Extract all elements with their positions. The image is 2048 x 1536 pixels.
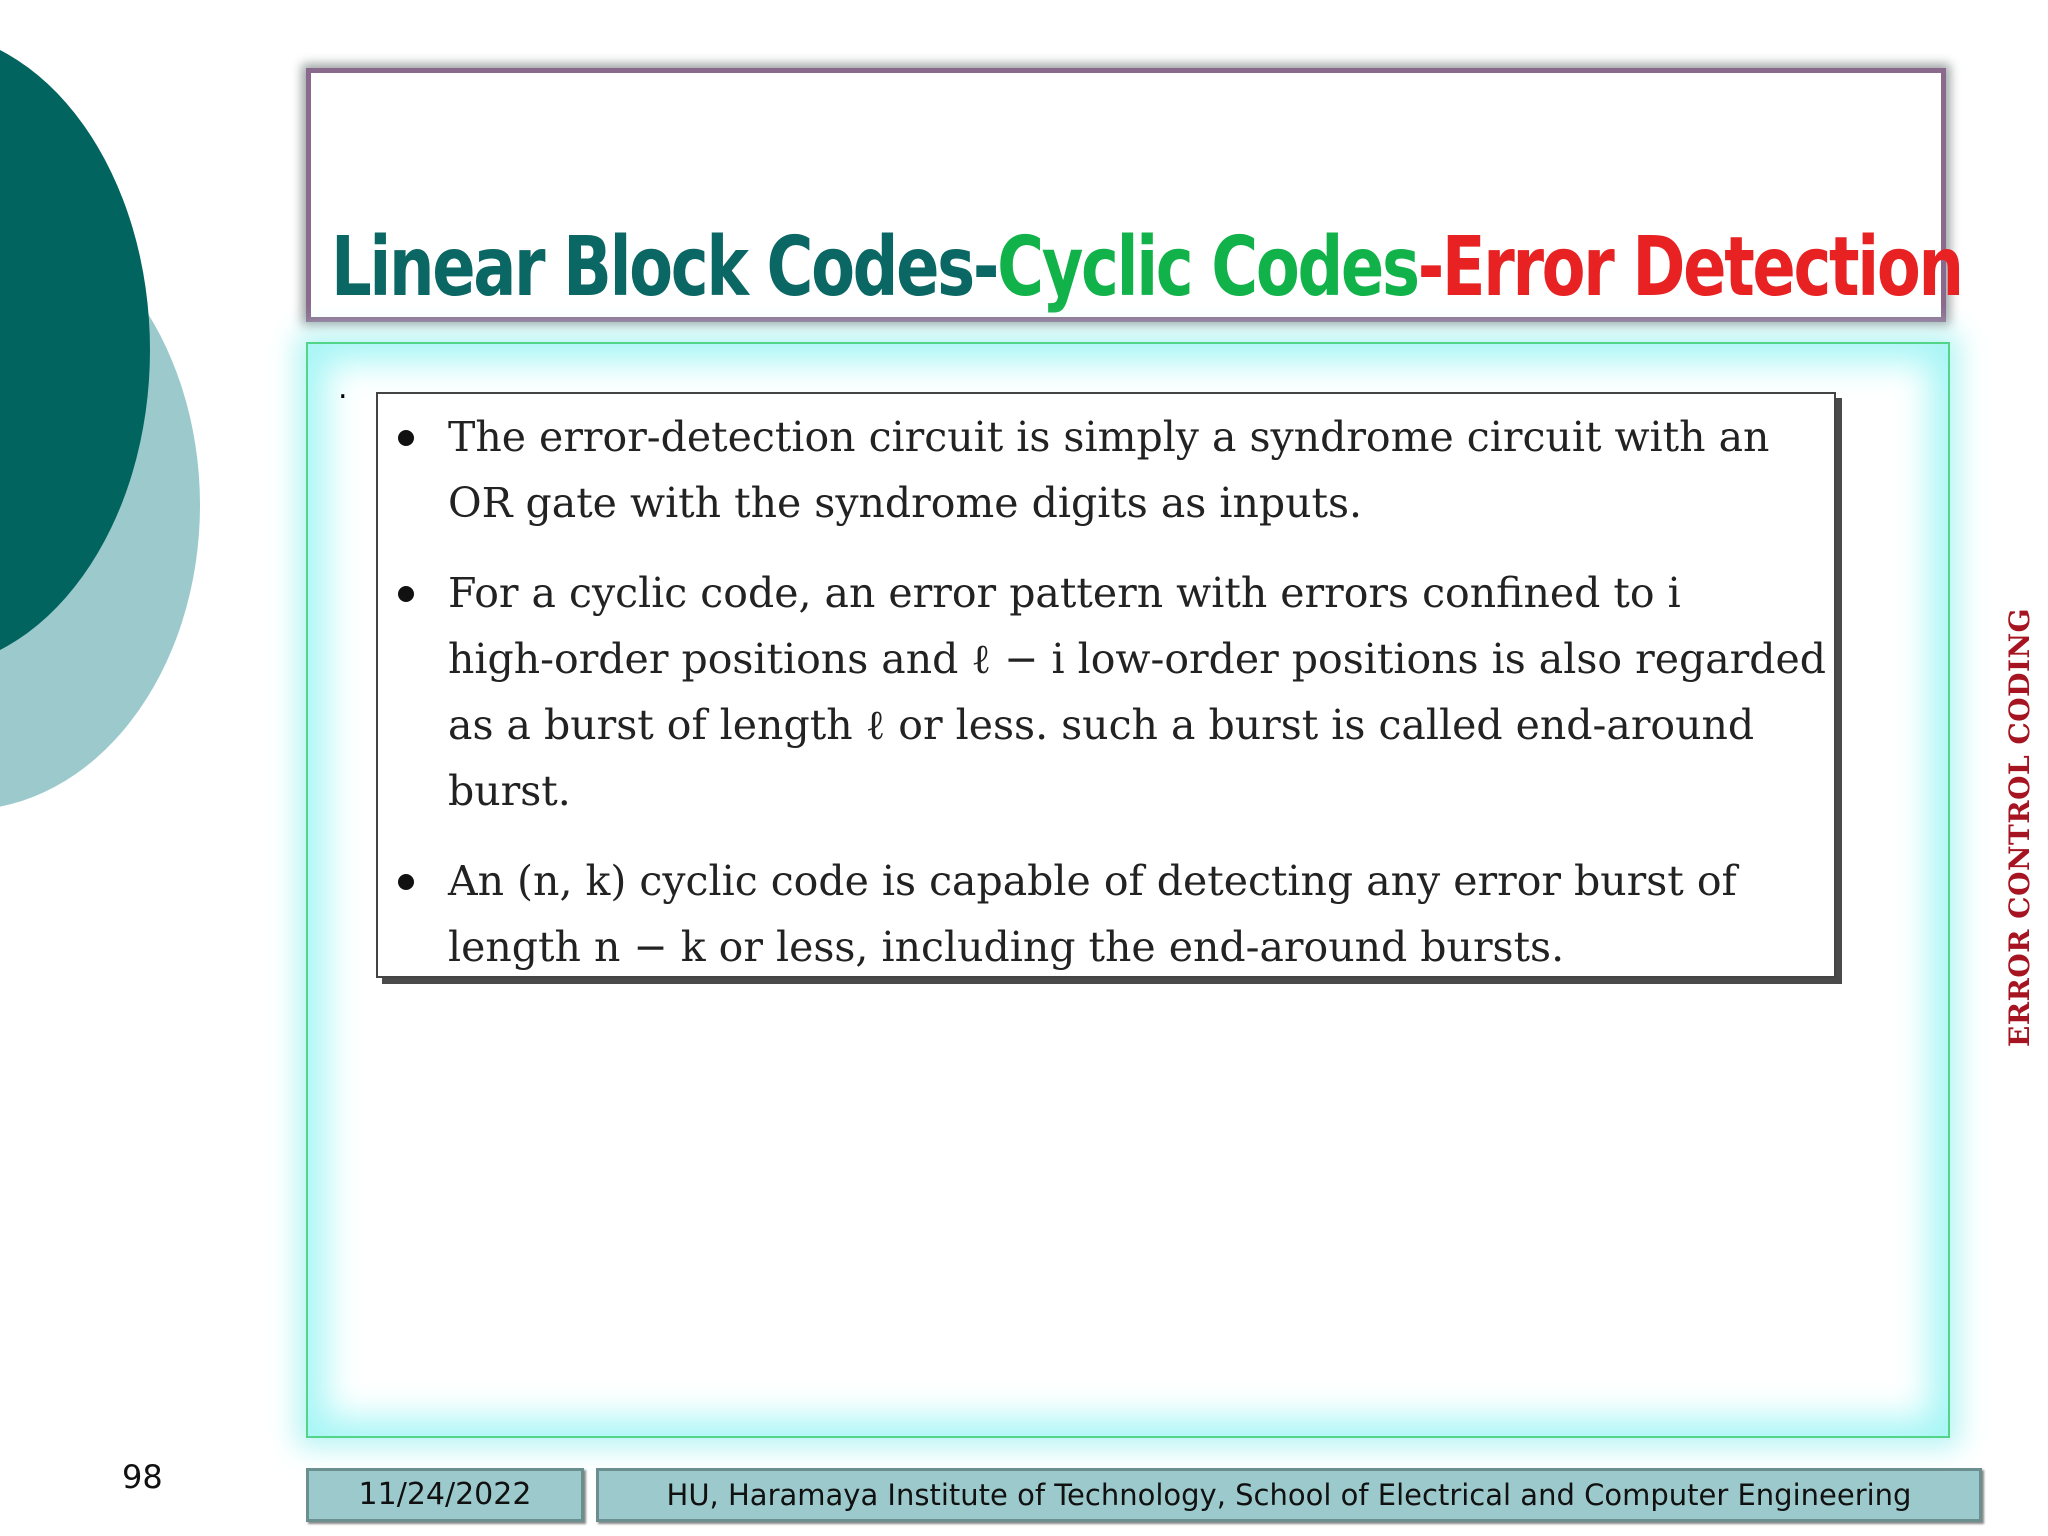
side-label: ERROR CONTROL CODING [2003,607,2036,1047]
slide-title [331,220,1962,315]
title-part-error-detection: -Error Detection [1417,220,1962,315]
stray-mark: . [338,371,348,406]
bullet-panel [376,392,1836,978]
bullet-line: length n − k or less, including the end-around bursts. [448,923,1565,971]
content-box [306,342,1950,1438]
bullet-item [398,560,1827,824]
title-part-cyclic-codes: Cyclic Codes [997,220,1418,315]
footer-institution: HU, Haramaya Institute of Technology, School of Electrical and Computer Engineering [596,1468,1982,1522]
bullet-line: burst. [448,767,571,815]
bullet-line: For a cyclic code, an error pattern with errors confined to i [448,569,1681,617]
bullet-dot-icon [398,430,414,446]
bullet-dot-icon [398,586,414,602]
bullet-line: high-order positions and ℓ − i low-order positions is also regarded [448,635,1827,683]
bullet-line: OR gate with the syndrome digits as inputs. [448,479,1363,527]
title-box [306,68,1962,322]
page-number: 98 [122,1458,163,1496]
bullet-item [398,848,1814,980]
title-part-linear-block-codes: Linear Block Codes- [331,220,998,315]
bullet-line: An (n, k) cyclic code is capable of detecting any error burst of [448,857,1737,905]
bullet-line: as a burst of length ℓ or less. such a burst is called end-around [448,701,1755,749]
bullet-dot-icon [398,874,414,890]
bullet-line: The error-detection circuit is simply a syndrome circuit with an [448,413,1770,461]
bullet-item [398,404,1814,536]
footer-date: 11/24/2022 [306,1468,584,1522]
